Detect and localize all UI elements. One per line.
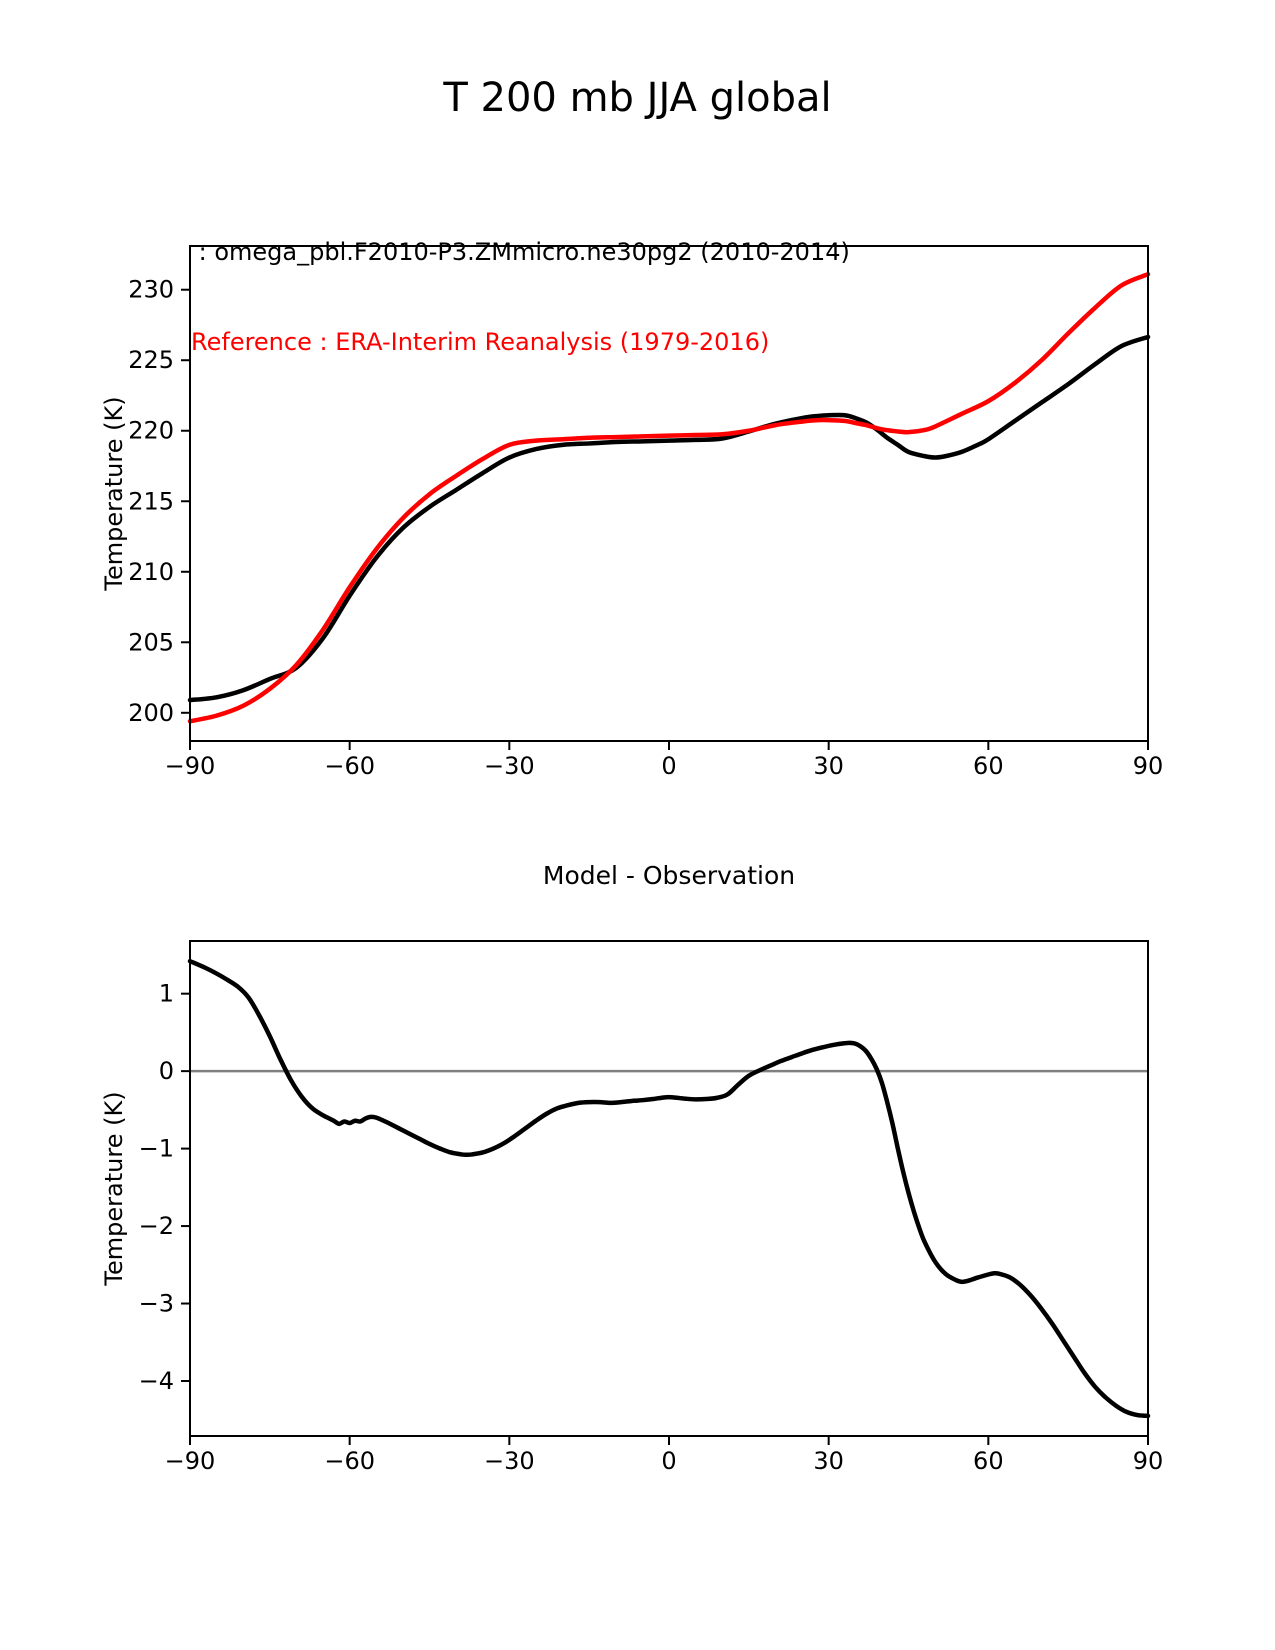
y-tick-label: 215 (128, 487, 174, 516)
x-tick-label: −90 (164, 1447, 216, 1475)
x-tick-label: 90 (1132, 1447, 1164, 1475)
y-tick-label: 200 (128, 698, 174, 727)
y-tick-label: 205 (128, 628, 174, 657)
y-tick-label: 225 (128, 346, 174, 375)
x-tick-label: −60 (324, 1447, 375, 1475)
x-tick-label: −30 (484, 752, 535, 780)
y-tick-label: −4 (138, 1367, 174, 1395)
y-axis-label: Temperature (K) (100, 1091, 128, 1286)
y-axis-label: Temperature (K) (100, 396, 128, 591)
y-tick-label: 210 (128, 557, 174, 586)
x-tick-label: 90 (1132, 752, 1164, 780)
y-tick-label: 1 (158, 979, 174, 1008)
x-tick-label: −30 (484, 1447, 535, 1475)
x-tick-label: 0 (661, 752, 677, 780)
page-title: T 200 mb JJA global (443, 75, 832, 121)
x-tick-label: 30 (813, 1447, 844, 1475)
x-tick-label: 30 (813, 752, 844, 780)
x-tick-label: 60 (973, 752, 1004, 780)
x-tick-label: 0 (661, 1447, 677, 1475)
difference-line (190, 961, 1148, 1416)
y-tick-label: −1 (138, 1134, 174, 1163)
y-tick-label: 0 (158, 1057, 174, 1086)
x-tick-label: −60 (324, 752, 375, 780)
y-tick-label: −3 (138, 1289, 174, 1318)
y-tick-label: −2 (138, 1212, 174, 1241)
legend-model-label: : omega_pbl.F2010-P3.ZMmicro.ne30pg2 (2010-2014) (191, 238, 850, 266)
legend-reference-label: Reference : ERA-Interim Reanalysis (1979-2016) (191, 328, 770, 356)
y-tick-label: 220 (128, 416, 174, 445)
plot-frame (190, 941, 1148, 1436)
subplot-title: Model - Observation (542, 861, 796, 890)
y-tick-label: 230 (128, 275, 174, 304)
x-tick-label: 60 (973, 1447, 1004, 1475)
legend (191, 177, 850, 417)
x-tick-label: −90 (164, 752, 216, 780)
